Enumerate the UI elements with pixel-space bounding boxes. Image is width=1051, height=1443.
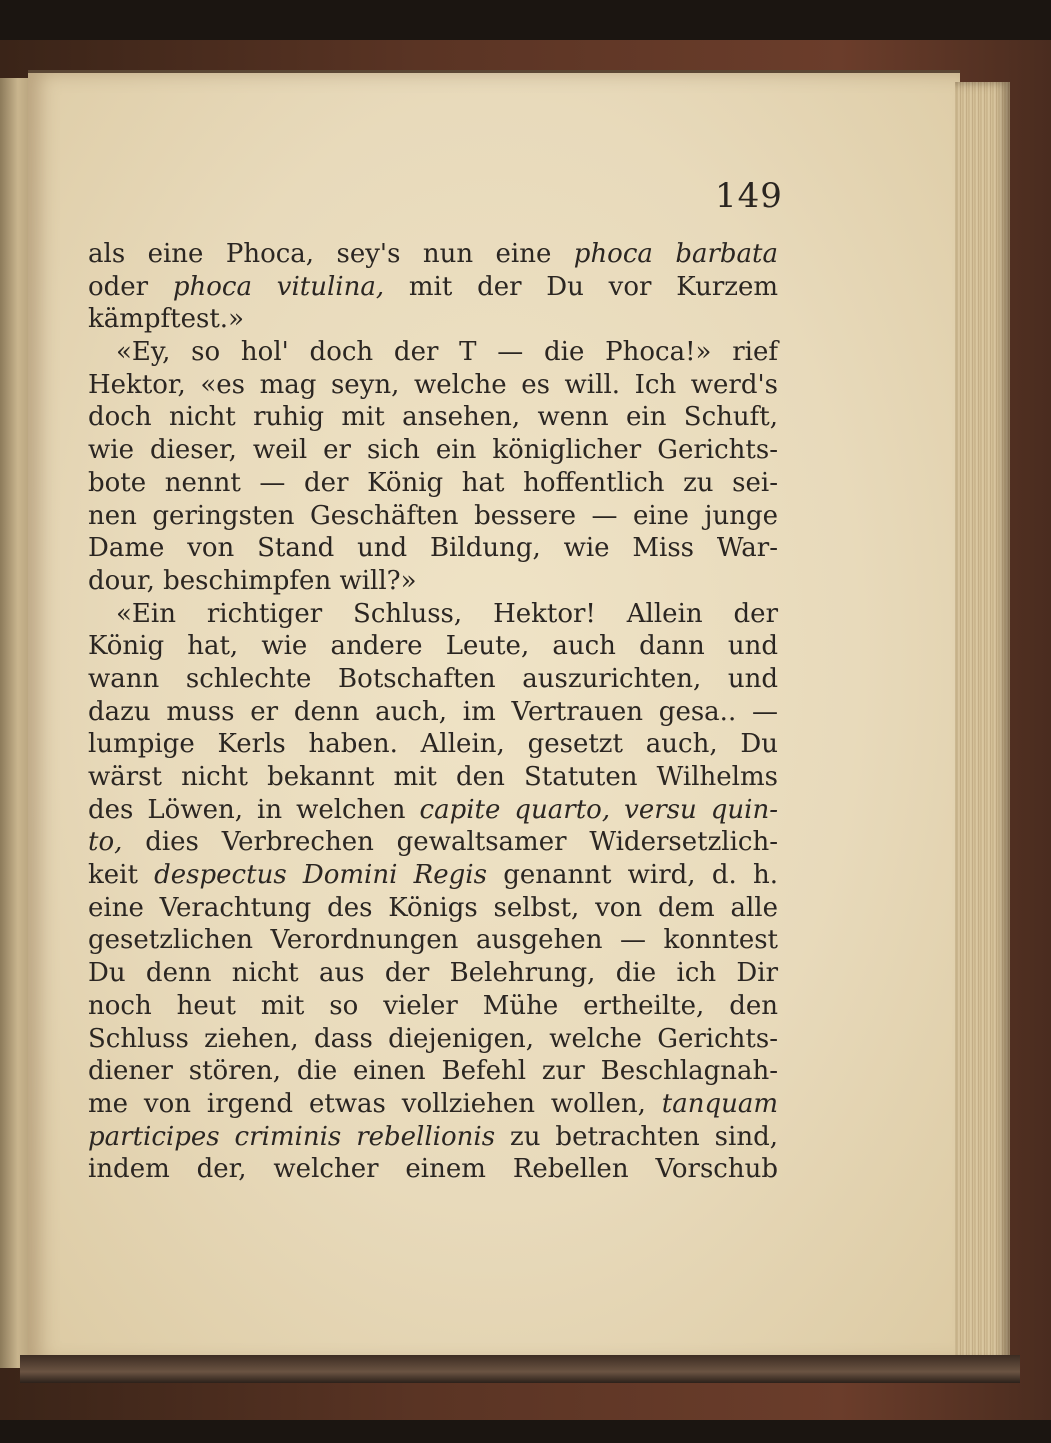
book-spine-bottom <box>20 1355 1020 1383</box>
text-segment: wärst nicht bekannt mit den Statuten Wilhelms <box>88 762 778 792</box>
text-segment: Dame von Stand und Bildung, wie Miss War- <box>88 533 778 564</box>
italic-text: to, <box>88 827 123 858</box>
italic-text: phoca vitulina, <box>172 271 385 302</box>
text-segment: wann schlechte Botschaften auszurichten, und <box>88 663 778 694</box>
text-line <box>88 565 778 598</box>
text-segment: zu betrachten sind, <box>495 1121 778 1152</box>
text-segment: me von irgend etwas vollziehen wollen, <box>88 1088 662 1119</box>
text-segment: eine Verachtung des Königs selbst, von dem alle <box>88 892 778 923</box>
italic-text: despectus Domini Regis <box>154 860 487 891</box>
page-edges <box>955 82 1010 1362</box>
text-segment: bote nennt — der König hat hoffentlich zu sei- <box>88 467 778 498</box>
text-line <box>88 598 778 631</box>
text-line <box>88 401 778 434</box>
text-segment: diener stören, die einen Befehl zur Beschlagnah- <box>88 1056 778 1087</box>
text-line <box>88 794 778 827</box>
text-segment: König hat, wie andere Leute, auch dann und <box>88 631 778 662</box>
text-line <box>88 369 778 402</box>
text-segment: wie dieser, weil er sich ein königlicher Gerichts- <box>88 435 778 466</box>
page-text <box>88 238 778 1186</box>
text-line <box>88 663 778 696</box>
text-line <box>88 500 778 533</box>
text-segment: Hektor, «es mag seyn, welche es will. Ich werd's <box>88 369 778 400</box>
text-segment: genannt wird, d. h. <box>486 860 778 891</box>
text-line <box>88 532 778 565</box>
text-segment: als eine Phoca, sey's nun eine <box>88 239 574 269</box>
text-line <box>88 303 778 336</box>
text-line <box>88 336 778 369</box>
text-segment: lumpige Kerls haben. Allein, gesetzt auch, Du <box>88 729 778 760</box>
text-line <box>88 1023 778 1056</box>
text-segment: nen geringsten Geschäften bessere — eine junge <box>88 500 778 531</box>
italic-text: participes criminis rebellionis <box>88 1121 496 1152</box>
text-segment: «Ey, so hol' doch der T — die Phoca!» rief <box>116 337 778 368</box>
text-segment: Du denn nicht aus der Belehrung, die ich Dir <box>88 958 778 989</box>
text-line <box>88 1055 778 1088</box>
text-segment: keit <box>88 860 155 891</box>
text-line <box>88 630 778 663</box>
text-line <box>88 957 778 990</box>
text-line <box>88 761 778 794</box>
text-line <box>88 1153 778 1186</box>
text-segment: kämpftest.» <box>88 304 244 335</box>
italic-text: capite quarto, versu quin- <box>419 794 778 825</box>
text-line <box>88 826 778 859</box>
text-line <box>88 728 778 761</box>
text-line <box>88 434 778 467</box>
text-line <box>88 467 778 500</box>
text-line <box>88 1088 778 1121</box>
text-line <box>88 696 778 729</box>
text-segment: indem der, welcher einem Rebellen Vorschub <box>88 1154 778 1185</box>
text-line <box>88 892 778 925</box>
text-segment: dies Verbrechen gewaltsamer Widersetzlich- <box>122 827 778 858</box>
text-line <box>88 924 778 957</box>
text-segment: «Ein richtiger Schluss, Hektor! Allein der <box>116 598 778 629</box>
text-segment: dour, beschimpfen will?» <box>88 565 417 596</box>
left-page-edge <box>0 78 30 1368</box>
text-line <box>88 859 778 892</box>
italic-text: phoca barbata <box>573 239 779 269</box>
text-line <box>88 271 778 304</box>
text-segment: oder <box>88 271 173 302</box>
text-line <box>88 238 778 271</box>
text-segment: Schluss ziehen, dass diejenigen, welche Gerichts- <box>88 1023 778 1054</box>
text-segment: gesetzlichen Verordnungen ausgehen — konntest <box>88 925 778 956</box>
page-number: 149 <box>715 176 783 216</box>
text-segment: noch heut mit so vieler Mühe ertheilte, den <box>88 990 778 1021</box>
text-segment: des Löwen, in welchen <box>88 794 420 825</box>
text-segment: doch nicht ruhig mit ansehen, wenn ein Schuft, <box>88 402 778 433</box>
italic-text: tanquam <box>661 1088 778 1119</box>
text-line <box>88 990 778 1023</box>
text-segment: mit der Du vor Kurzem <box>384 271 778 302</box>
text-line <box>88 1121 778 1154</box>
text-segment: dazu muss er denn auch, im Vertrauen gesa.. — <box>88 696 778 727</box>
